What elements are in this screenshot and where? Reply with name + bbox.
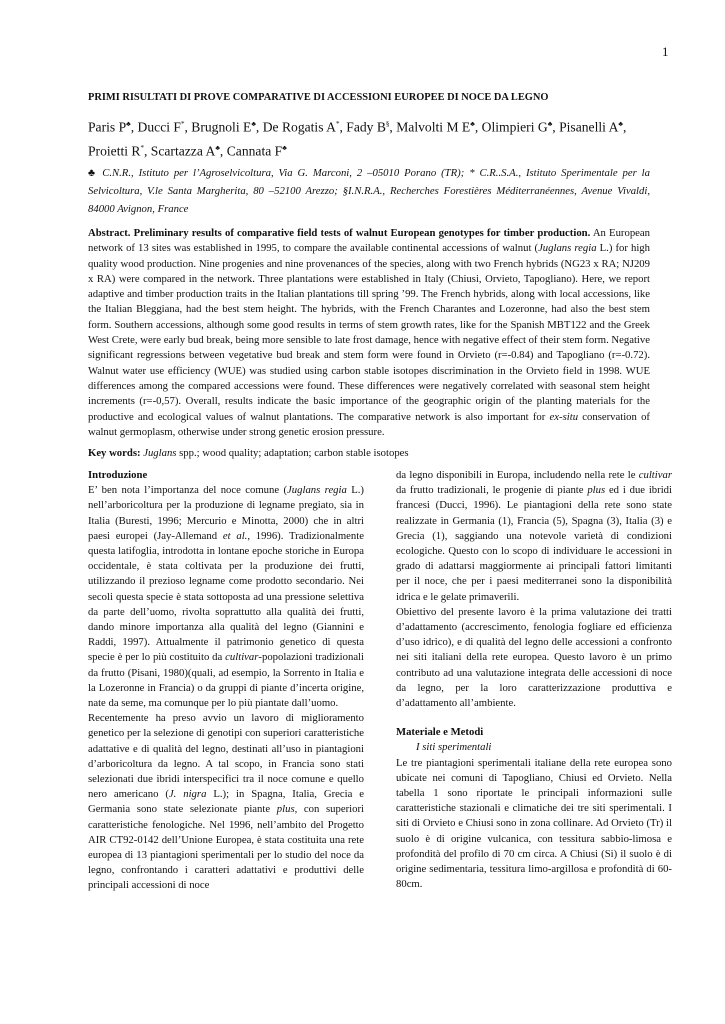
keywords-label: Key words: [88, 447, 141, 459]
author-affiliation-mark: ♣ [618, 120, 623, 128]
author-name: Scartazza A [150, 143, 216, 159]
keywords-text: spp.; wood quality; adaptation; carbon stable isotopes [176, 447, 409, 459]
abstract-text: L.) for high quality wood production. Nine progenies and nine provenances of the species, along with two French hybrids (NG23 x RA; NJ209 x RA) were compared in the network. Three plantations were established in Italy (Chiusi, Orvieto, Tapogliano). Here, we report adaptive and timber production traits in the Italian plantations till spring ’99. The French hybrids, along with local accessions, like the Italian Bleggiana, had the best stem height. The hybrids, with the French Charantes and Lozeronne, had also the best stem form. Southern accessions, although some good results in terms of stem growth rates, like for the Spanish MBT122 and the Greek West Crete, were early bud break, being more sensible to late frost damage, hence with negative effect of their stem form. Negative significant regressions between vegetative bud break and stem form were found in Orvieto (r=-0.84) and Tapogliano (r=-0.72). Walnut water use efficiency (WUE) was studied using carbon stable isotopes discrimination in the Orvieto field in 1998. WUE differences among the compared accessions were found. These differences were negatively correlated with seasonal stem height increments (r=-0,57). Overall, results indicate the basic importance of the geographic origin of the planting materials for the productive and ecological values of walnut plantations. The comparative network is also important for [88, 242, 650, 423]
intro-paragraph-3: Obiettivo del presente lavoro è la prima valutazione dei tratti d’adattamento (accrescimento, fenologia fogliare ed efficienza d’uso idrico), e di qualità del legno delle accessioni a confronto nei siti italiani della rete europea. Questo lavoro è un primo contributo ad una valutazione integrata delle accessioni di noce da legno, per la loro caratterizzazione produttiva e d’adattamento all’ambiente. [396, 605, 672, 710]
abstract-lead: Abstract. Preliminary results of comparative field tests of walnut European genotypes for timber production. [88, 227, 591, 239]
abstract-species: Juglans regia [538, 242, 597, 255]
keywords-genus: Juglans [140, 447, 177, 459]
paper-title: PRIMI RISULTATI DI PROVE COMPARATIVE DI ACCESSIONI EUROPEE DI NOCE DA LEGNO [88, 92, 549, 103]
author-affiliation-mark: * [180, 120, 185, 128]
section-heading-intro: Introduzione [88, 469, 148, 481]
methods-paragraph-1: Le tre piantagioni sperimentali italiane della rete europea sono ubicate nei comuni di Tapogliano, Chiusi ed Orvieto. Nella tabella 1 sono riportate le principali informazioni sulle caratteristiche stazionali e climatiche dei tre siti sperimentali. I siti di Orvieto e Chiusi sono in zona collinare. Ad Orvieto (Tr) il suolo è di origine vulcanica, con tessitura sabbio-limosa e profondità del profilo di 70 cm circa. A Chiusi (Si) il suolo è di origine sedimentaria, tessitura limo-argillosa e profondità di 60-80cm. [396, 756, 672, 891]
abstract-text: conservation of walnut germoplasm, otherwise under strong genetic erosion pressure. [88, 410, 650, 438]
keywords [88, 446, 650, 461]
page-number: 1 [662, 44, 669, 59]
author-affiliation-mark: * [335, 120, 340, 128]
author-name: Proietti R [88, 143, 141, 159]
author-affiliation-mark: ♣ [251, 120, 256, 128]
right-column [396, 468, 672, 892]
intro-paragraph-2: Recentemente ha preso avvio un lavoro di miglioramento genetico per la selezione di genotipi con superiori caratteristiche adattative e di qualità del legno, destinati all’uso in piantagioni d’arboricoltura da legno. A tal scopo, in Francia sono stati selezionati due ibridi interspecifici tra il noce comune e quello nero americano (J. nigra L.); in Spagna, Italia, Grecia e Germania sono state selezionate piante plus, con superiori caratteristiche fenologiche. Nel 1996, nell’ambito del Progetto AIR CT92-0142 dell’Unione Europea, è stata costituita una rete europea di 13 piantagioni sperimentali per lo studio del noce da legno, confrontando i caratteri adattativi e produttivi delle principali accessioni di noce [88, 712, 365, 892]
author-affiliation-mark: ♣ [126, 120, 131, 128]
author-name: Paris P [88, 119, 127, 135]
abstract-exsitu: ex-situ [549, 410, 579, 423]
affiliations: ♣ C.N.R., Istituto per l’Agroselvicoltura, Via G. Marconi, 2 –05010 Porano (TR); * C.R..S.A., Istituto Sperimentale per la Selvicoltura, V.le Santa Margherita, 80 –52100 Arezzo; §I.N.R.A., Recherches Forestières Méditerranéennes, Avenue Vivaldi, 84000 Avignon, France [88, 167, 650, 215]
author-affiliation-mark: ♣ [282, 143, 287, 152]
author-affiliation-mark: § [385, 120, 390, 128]
author-name: Fady B [346, 119, 386, 135]
author-name: De Rogatis A [262, 119, 336, 135]
subsection-heading-sites: I siti sperimentali [416, 741, 492, 754]
author-name: Ducci F [137, 119, 181, 135]
author-name: Malvolti M E [396, 119, 471, 135]
author-name: Olimpieri G [481, 119, 548, 135]
author-affiliation-mark: ♣ [215, 143, 220, 152]
abstract-text: An European network of 13 sites was established in 1995, to compare the available continental accessions of walnut ( [88, 227, 651, 255]
author-affiliation-mark: ♣ [470, 120, 475, 128]
author-name: Pisanelli A [559, 119, 619, 135]
author-name: Cannata F [226, 143, 283, 159]
author-affiliation-mark: * [140, 143, 144, 152]
intro-paragraph-1: E’ ben nota l’importanza del noce comune (Juglans regia L.) nell’arboricoltura per la produzione di legname pregiato, sia in Italia (Buresti, 1996; Mercurio e Minotta, 2000) che in altri paesi europei (Jay-Allemand et al., 1996). Tradizionalmente questa latifoglia, introdotta in lontane epoche storiche in Europa occidentale, è stata coltivata per la produzione dei frutti, utilizzando il prezioso legname come prodotto secondario. Nei secoli questa specie è stata sottoposta ad una pressione selettiva da parte dell’uomo, rivolta soprattutto alla qualità dei frutti, dando minore importanza alla qualità del legno (Giannini e Raddi, 1997). Attualmente il patrimonio genetico di questa specie è per lo più costituito da cultivar-popolazioni tradizionali da frutto (Pisani, 1980)(quali, ad esempio, la Sorrento in Italia e la Lozeronne in Francia) o da gruppi di piante d’incerta origine, nate da seme, ma comunque per lo più piantate dall’uomo. [88, 484, 364, 710]
author-affiliation-mark: ♣ [547, 120, 553, 128]
section-heading-methods: Materiale e Metodi [396, 726, 484, 739]
abstract [88, 226, 650, 440]
author-name: Brugnoli E [191, 119, 252, 135]
intro-paragraph-2-cont: da legno disponibili in Europa, includendo nella rete le cultivar da frutto tradizionali, le progenie di piante plus ed i due ibridi francesi (Ducci, 1996). Le piantagioni della rete sono state realizzate in Germania (1), Francia (5), Spagna (3), Italia (3) e Grecia (1), saggiando una notevole varietà di condizioni ecologiche. Questo con lo scopo di individuare le accessioni in grado di adattarsi maggiormente ai principali fattori limitanti per il noce, che per i paesi mediterranei sono la disponibilità idrica e le gelate primaverili. [396, 469, 672, 603]
author-list: Paris P♣, Ducci F*, Brugnoli E♣, De Rogatis A*, Fady B§, Malvolti M E♣, Olimpieri G♣, Pisanelli A♣, Proietti R*, Scartazza A♣, Cannata F♣ [88, 119, 627, 159]
left-column [88, 468, 364, 894]
